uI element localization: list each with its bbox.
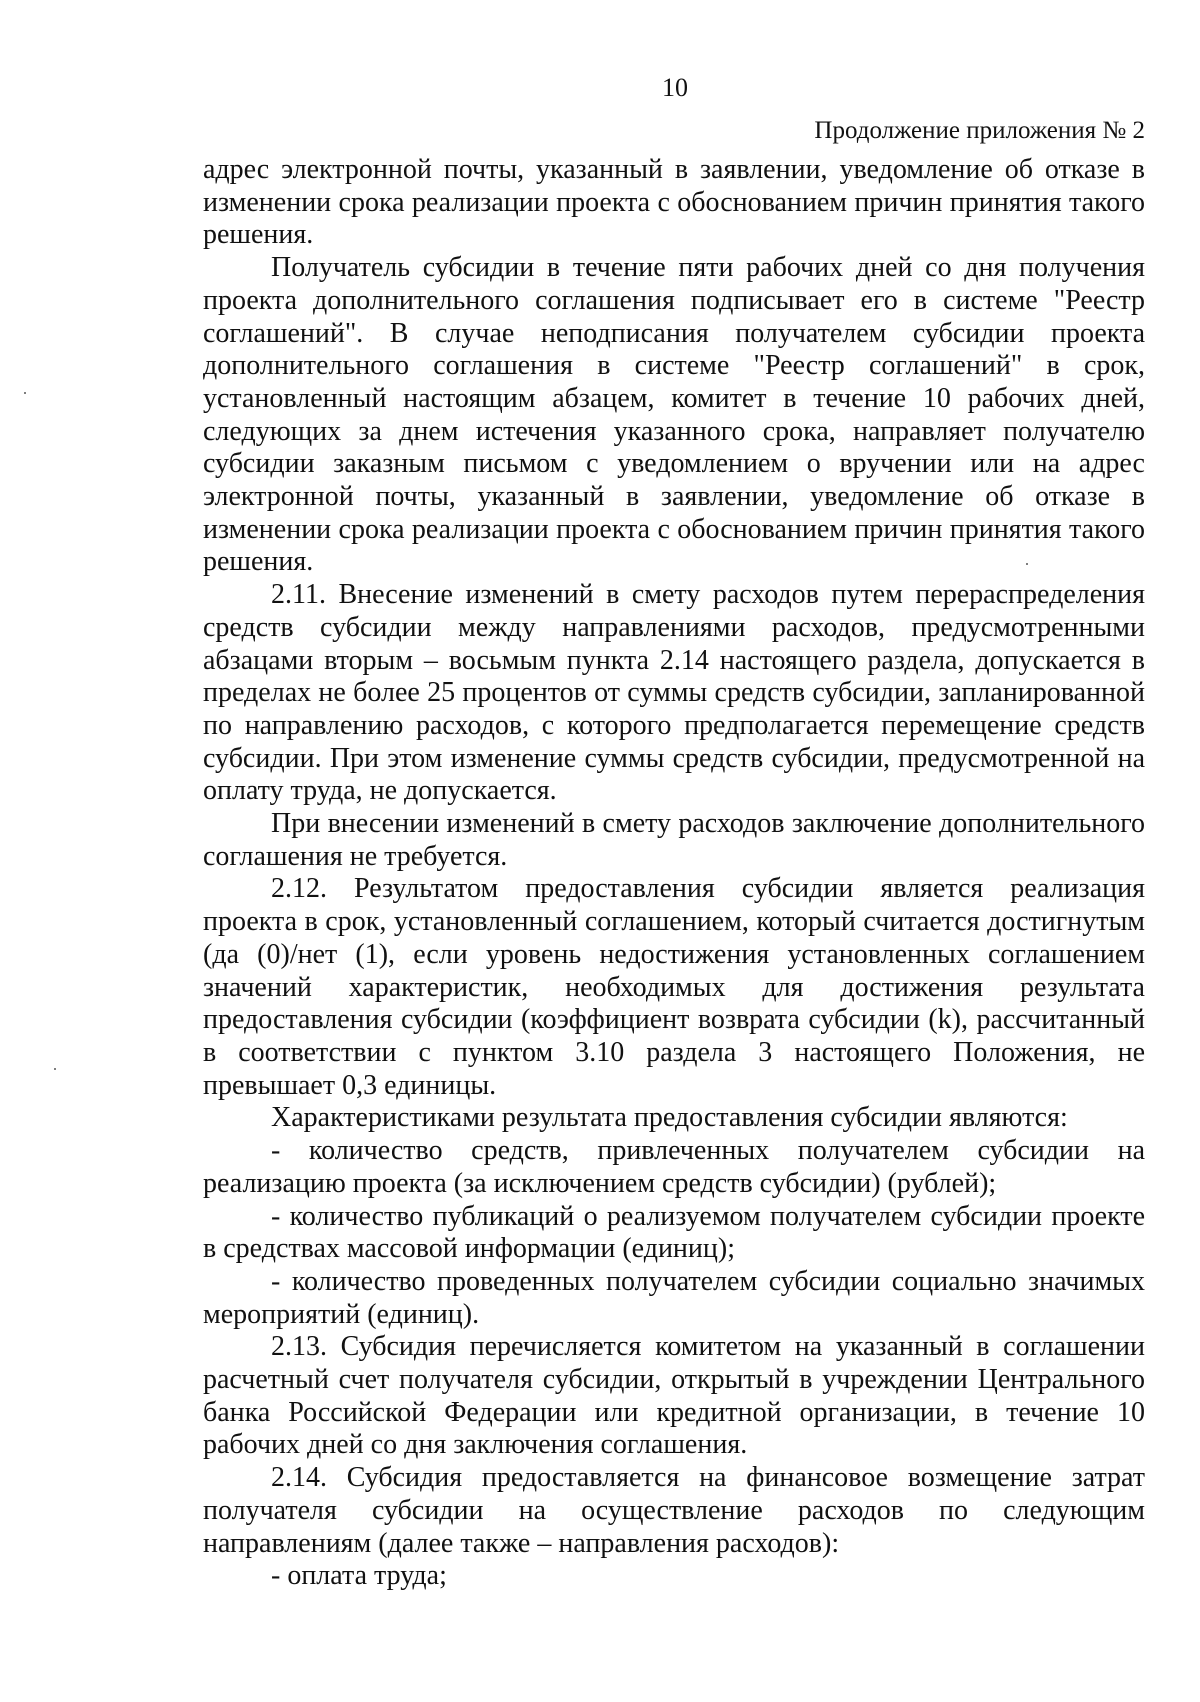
scan-speck — [54, 1068, 56, 1070]
page-number: 10 — [662, 73, 688, 102]
paragraph-clause-2-12: 2.12. Результатом предоставления субсидии является реализация проекта в срок, установленный соглашением, который считается достигнутым (да (0)/нет (1), если уровень недостижения установленных соглашением значений характеристик, необходимых для достижения результата предоставления субсидии (коэффициент возврата субсидии (k), рассчитанный в соответствии с пунктом 3.10 раздела 3 настоящего Положения, не превышает 0,3 единицы. — [203, 873, 1145, 1101]
paragraph: Получатель субсидии в течение пяти рабочих дней со дня получения проекта дополнительного соглашения подписывает его в системе "Реестр соглашений". В случае неподписания получателем субсидии проекта дополнительного соглашения в системе "Реестр соглашений" в срок, установленный настоящим абзацем, комитет в течение 10 рабочих дней, следующих за днем истечения указанного срока, направляет получателю субсидии заказным письмом с уведомлением о вручении или на адрес электронной почты, указанный в заявлении, уведомление об отказе в изменении срока реализации проекта с обоснованием причин принятия такого решения. — [203, 252, 1145, 578]
list-item: - оплата труда; — [271, 1560, 447, 1592]
scan-speck — [24, 392, 26, 394]
paragraph-clause-2-14: 2.14. Субсидия предоставляется на финансовое возмещение затрат получателя субсидии на осуществление расходов по следующим направлениям (далее также – направления расходов): — [203, 1462, 1145, 1559]
document-body — [203, 154, 1145, 1593]
list-item: - количество публикаций о реализуемом получателем субсидии проекте в средствах массовой информации (единиц); — [203, 1200, 1145, 1265]
paragraph-clause-2-13: 2.13. Субсидия перечисляется комитетом на указанный в соглашении расчетный счет получателя субсидии, открытый в учреждении Центрального банка Российской Федерации или кредитной организации, в течение 10 рабочих дней со дня заключения соглашения. — [203, 1331, 1145, 1461]
paragraph-clause-2-11: 2.11. Внесение изменений в смету расходов путем перераспределения средств субсидии между направлениями расходов, предусмотренными абзацами вторым – восьмым пункта 2.14 настоящего раздела, допускается в пределах не более 25 процентов от суммы средств субсидии, запланированной по направлению расходов, с которого предполагается перемещение средств субсидии. При этом изменение суммы средств субсидии, предусмотренной на оплату труда, не допускается. — [203, 579, 1145, 807]
paragraph: При внесении изменений в смету расходов заключение дополнительного соглашения не требуется. — [203, 808, 1145, 872]
paragraph: адрес электронной почты, указанный в заявлении, уведомление об отказе в изменении срока реализации проекта с обоснованием причин принятия такого решения. — [203, 154, 1145, 251]
appendix-continuation-label: Продолжение приложения № 2 — [814, 117, 1145, 144]
scan-speck — [1026, 563, 1028, 565]
paragraph: Характеристиками результата предоставления субсидии являются: — [271, 1102, 1068, 1134]
list-item: - количество проведенных получателем субсидии социально значимых мероприятий (единиц). — [203, 1265, 1145, 1330]
list-item: - количество средств, привлеченных получателем субсидии на реализацию проекта (за исключением средств субсидии) (рублей); — [203, 1135, 1145, 1199]
